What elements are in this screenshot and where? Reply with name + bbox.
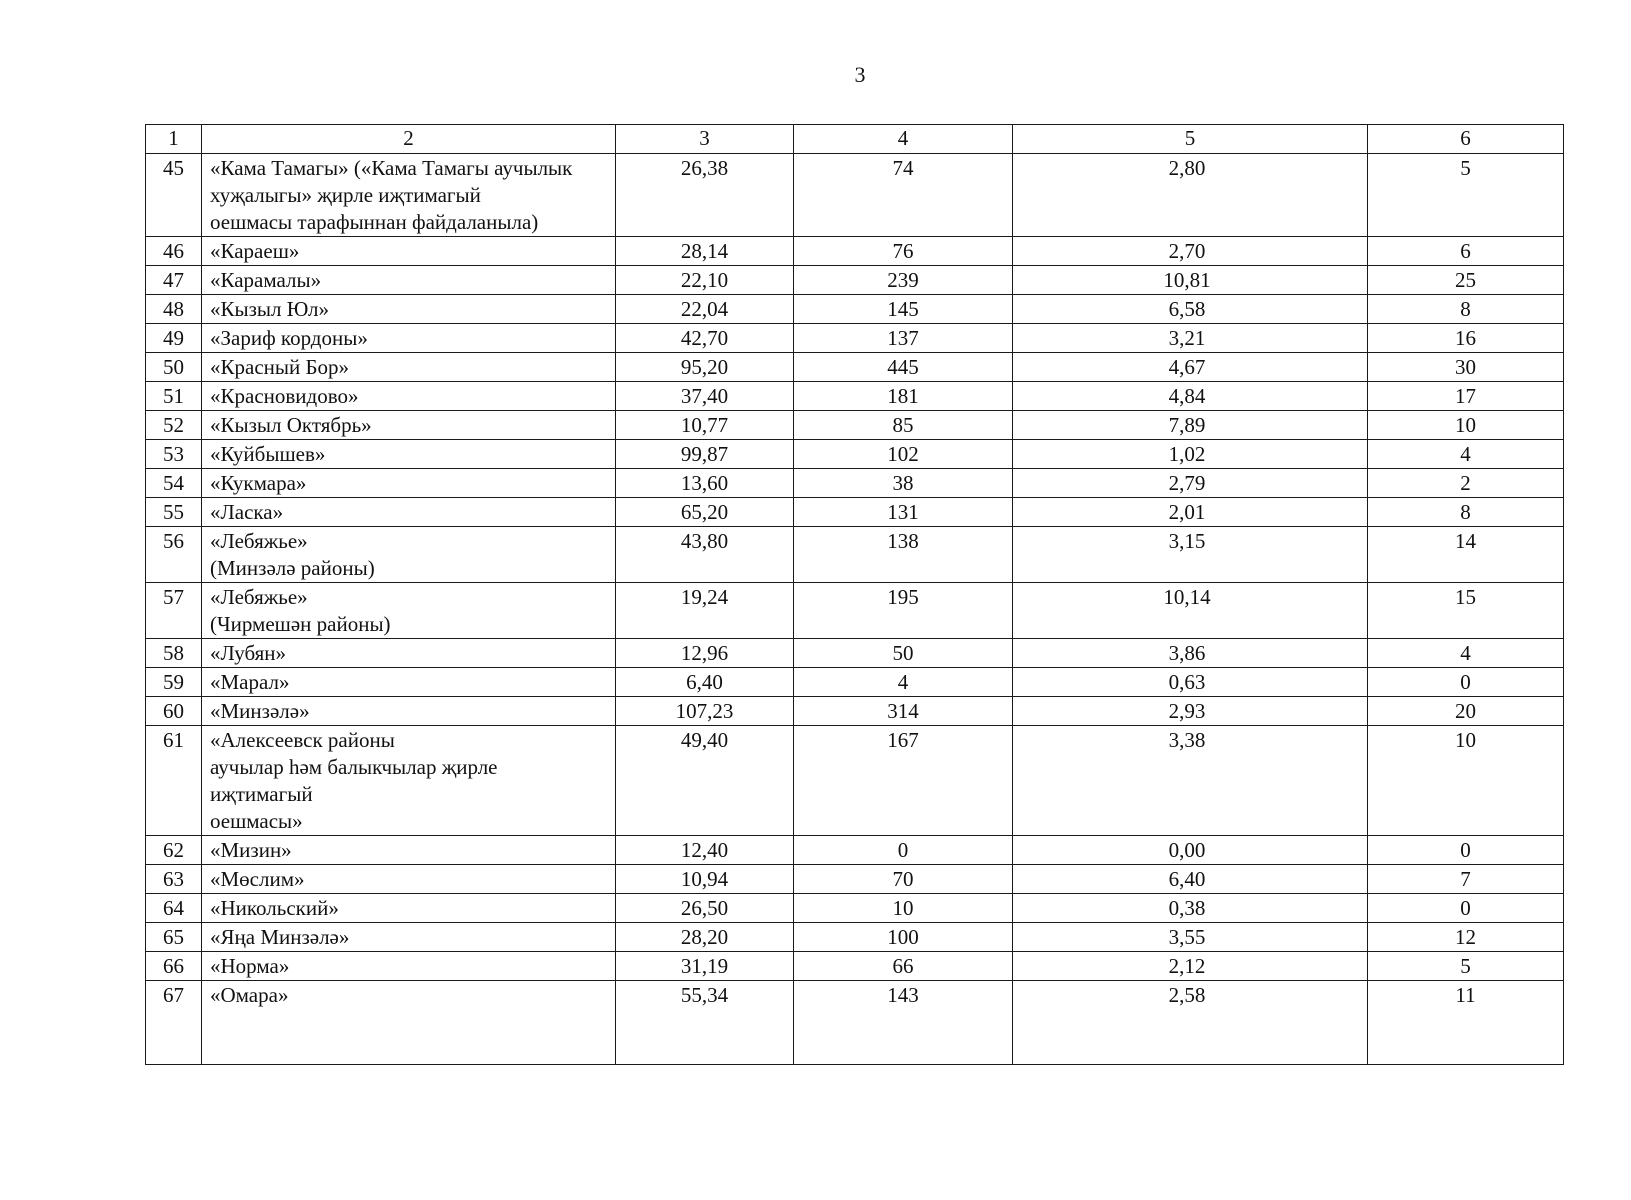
value-cell-c3: 107,23 (616, 697, 794, 726)
name-line: (Чирмешән районы) (210, 612, 391, 636)
value-cell-c5: 0,38 (1013, 894, 1368, 923)
name-cell (202, 527, 616, 583)
row-number-cell: 55 (146, 498, 202, 527)
row-number-cell: 47 (146, 266, 202, 295)
name-line: «Зариф кордоны» (210, 326, 368, 350)
value-cell-c4: 85 (794, 411, 1013, 440)
name-cell (202, 923, 616, 952)
page-number: 3 (854, 62, 866, 87)
table-row (146, 952, 1564, 981)
value-cell-c6: 7 (1368, 865, 1564, 894)
table-row (146, 154, 1564, 237)
value-cell-c5: 2,79 (1013, 469, 1368, 498)
name-line: аучылар һәм балыкчылар җирле (210, 755, 498, 779)
value-cell-c5: 2,58 (1013, 981, 1368, 1065)
table-row (146, 440, 1564, 469)
name-cell (202, 836, 616, 865)
table-row (146, 923, 1564, 952)
table-body (146, 125, 1564, 1065)
table-row (146, 353, 1564, 382)
value-cell-c5: 10,81 (1013, 266, 1368, 295)
name-line: «Красновидово» (210, 384, 359, 408)
row-number-cell: 57 (146, 583, 202, 639)
name-line: «Мизин» (210, 838, 292, 862)
value-cell-c4: 145 (794, 295, 1013, 324)
header-cell: 1 (146, 125, 202, 154)
table-row (146, 382, 1564, 411)
name-line: «Марал» (210, 670, 290, 694)
value-cell-c4: 50 (794, 639, 1013, 668)
value-cell-c4: 239 (794, 266, 1013, 295)
row-number-cell: 45 (146, 154, 202, 237)
value-cell-c4: 131 (794, 498, 1013, 527)
value-cell-c5: 7,89 (1013, 411, 1368, 440)
header-cell: 4 (794, 125, 1013, 154)
name-line: «Карамалы» (210, 268, 322, 292)
value-cell-c3: 42,70 (616, 324, 794, 353)
value-cell-c6: 2 (1368, 469, 1564, 498)
row-number-cell: 46 (146, 237, 202, 266)
value-cell-c4: 76 (794, 237, 1013, 266)
value-cell-c6: 15 (1368, 583, 1564, 639)
value-cell-c3: 43,80 (616, 527, 794, 583)
value-cell-c5: 4,67 (1013, 353, 1368, 382)
value-cell-c5: 1,02 (1013, 440, 1368, 469)
table-row (146, 324, 1564, 353)
name-cell (202, 697, 616, 726)
value-cell-c5: 3,55 (1013, 923, 1368, 952)
value-cell-c3: 49,40 (616, 726, 794, 836)
value-cell-c5: 10,14 (1013, 583, 1368, 639)
row-number-cell: 60 (146, 697, 202, 726)
row-number-cell: 48 (146, 295, 202, 324)
value-cell-c3: 37,40 (616, 382, 794, 411)
value-cell-c4: 102 (794, 440, 1013, 469)
value-cell-c6: 8 (1368, 498, 1564, 527)
value-cell-c6: 4 (1368, 440, 1564, 469)
value-cell-c4: 38 (794, 469, 1013, 498)
value-cell-c5: 4,84 (1013, 382, 1368, 411)
value-cell-c4: 10 (794, 894, 1013, 923)
value-cell-c3: 10,77 (616, 411, 794, 440)
value-cell-c6: 0 (1368, 668, 1564, 697)
value-cell-c6: 4 (1368, 639, 1564, 668)
value-cell-c4: 70 (794, 865, 1013, 894)
value-cell-c3: 22,10 (616, 266, 794, 295)
value-cell-c5: 3,86 (1013, 639, 1368, 668)
value-cell-c3: 28,14 (616, 237, 794, 266)
value-cell-c5: 3,21 (1013, 324, 1368, 353)
value-cell-c6: 12 (1368, 923, 1564, 952)
row-number-cell: 59 (146, 668, 202, 697)
name-line: «Никольский» (210, 896, 339, 920)
name-cell (202, 237, 616, 266)
value-cell-c4: 314 (794, 697, 1013, 726)
table-row (146, 266, 1564, 295)
value-cell-c6: 8 (1368, 295, 1564, 324)
name-cell (202, 498, 616, 527)
name-line: оешмасы» (210, 809, 303, 833)
data-table (145, 124, 1564, 1065)
value-cell-c4: 4 (794, 668, 1013, 697)
name-cell (202, 583, 616, 639)
value-cell-c5: 2,70 (1013, 237, 1368, 266)
row-number-cell: 61 (146, 726, 202, 836)
value-cell-c5: 0,63 (1013, 668, 1368, 697)
name-cell (202, 981, 616, 1065)
name-line: «Яңа Минзәлә» (210, 925, 350, 949)
table-row (146, 583, 1564, 639)
value-cell-c3: 12,96 (616, 639, 794, 668)
name-line: «Кукмара» (210, 471, 307, 495)
name-line: «Алексеевск районы (210, 728, 395, 752)
table-header-row (146, 125, 1564, 154)
row-number-cell: 53 (146, 440, 202, 469)
name-cell (202, 411, 616, 440)
value-cell-c3: 26,38 (616, 154, 794, 237)
value-cell-c6: 14 (1368, 527, 1564, 583)
value-cell-c5: 2,12 (1013, 952, 1368, 981)
name-cell (202, 382, 616, 411)
value-cell-c6: 16 (1368, 324, 1564, 353)
table-row (146, 469, 1564, 498)
name-line: «Норма» (210, 954, 290, 978)
value-cell-c5: 3,38 (1013, 726, 1368, 836)
name-cell (202, 440, 616, 469)
value-cell-c5: 2,80 (1013, 154, 1368, 237)
row-number-cell: 63 (146, 865, 202, 894)
table-row (146, 237, 1564, 266)
value-cell-c4: 143 (794, 981, 1013, 1065)
value-cell-c5: 2,93 (1013, 697, 1368, 726)
value-cell-c4: 66 (794, 952, 1013, 981)
table-row (146, 411, 1564, 440)
name-line: «Ласка» (210, 500, 284, 524)
value-cell-c6: 10 (1368, 726, 1564, 836)
value-cell-c3: 31,19 (616, 952, 794, 981)
row-number-cell: 64 (146, 894, 202, 923)
name-line: «Караеш» (210, 239, 300, 263)
value-cell-c5: 0,00 (1013, 836, 1368, 865)
name-cell (202, 469, 616, 498)
value-cell-c4: 445 (794, 353, 1013, 382)
header-cell: 3 (616, 125, 794, 154)
row-number-cell: 67 (146, 981, 202, 1065)
table-row (146, 498, 1564, 527)
name-line: «Минзәлә» (210, 699, 310, 723)
value-cell-c6: 5 (1368, 154, 1564, 237)
name-cell (202, 865, 616, 894)
header-cell: 6 (1368, 125, 1564, 154)
value-cell-c3: 95,20 (616, 353, 794, 382)
value-cell-c5: 6,58 (1013, 295, 1368, 324)
table-row (146, 527, 1564, 583)
value-cell-c4: 181 (794, 382, 1013, 411)
table-row (146, 726, 1564, 836)
name-cell (202, 324, 616, 353)
value-cell-c5: 6,40 (1013, 865, 1368, 894)
name-cell (202, 639, 616, 668)
name-cell (202, 952, 616, 981)
name-line: «Лебяжье» (210, 585, 308, 609)
row-number-cell: 51 (146, 382, 202, 411)
name-line: «Кызыл Юл» (210, 297, 330, 321)
value-cell-c6: 30 (1368, 353, 1564, 382)
value-cell-c4: 195 (794, 583, 1013, 639)
row-number-cell: 62 (146, 836, 202, 865)
value-cell-c5: 3,15 (1013, 527, 1368, 583)
value-cell-c6: 10 (1368, 411, 1564, 440)
value-cell-c4: 100 (794, 923, 1013, 952)
name-cell (202, 353, 616, 382)
name-cell (202, 726, 616, 836)
name-line: «Лубян» (210, 641, 287, 665)
row-number-cell: 49 (146, 324, 202, 353)
value-cell-c4: 137 (794, 324, 1013, 353)
name-line: «Мөслим» (210, 867, 305, 891)
row-number-cell: 66 (146, 952, 202, 981)
value-cell-c6: 0 (1368, 894, 1564, 923)
value-cell-c6: 20 (1368, 697, 1564, 726)
value-cell-c3: 13,60 (616, 469, 794, 498)
name-line: (Минзәлә районы) (210, 556, 375, 580)
header-cell: 2 (202, 125, 616, 154)
row-number-cell: 56 (146, 527, 202, 583)
name-cell (202, 668, 616, 697)
table-row (146, 894, 1564, 923)
value-cell-c5: 2,01 (1013, 498, 1368, 527)
value-cell-c3: 6,40 (616, 668, 794, 697)
value-cell-c3: 65,20 (616, 498, 794, 527)
name-line: «Куйбышев» (210, 442, 326, 466)
name-cell (202, 266, 616, 295)
value-cell-c4: 167 (794, 726, 1013, 836)
name-line: «Лебяжье» (210, 529, 308, 553)
table-row (146, 836, 1564, 865)
row-number-cell: 54 (146, 469, 202, 498)
row-number-cell: 52 (146, 411, 202, 440)
header-cell: 5 (1013, 125, 1368, 154)
table-row (146, 639, 1564, 668)
table-row (146, 295, 1564, 324)
name-line: хуҗалыгы» җирле иҗтимагый (210, 183, 481, 207)
value-cell-c3: 55,34 (616, 981, 794, 1065)
row-number-cell: 50 (146, 353, 202, 382)
name-line: «Кызыл Октябрь» (210, 413, 372, 437)
value-cell-c6: 5 (1368, 952, 1564, 981)
value-cell-c3: 19,24 (616, 583, 794, 639)
value-cell-c6: 11 (1368, 981, 1564, 1065)
value-cell-c6: 17 (1368, 382, 1564, 411)
value-cell-c6: 25 (1368, 266, 1564, 295)
value-cell-c3: 10,94 (616, 865, 794, 894)
name-cell (202, 295, 616, 324)
value-cell-c3: 22,04 (616, 295, 794, 324)
row-number-cell: 58 (146, 639, 202, 668)
value-cell-c3: 99,87 (616, 440, 794, 469)
table-row (146, 981, 1564, 1065)
value-cell-c6: 6 (1368, 237, 1564, 266)
name-cell (202, 894, 616, 923)
name-cell (202, 154, 616, 237)
table-row (146, 668, 1564, 697)
value-cell-c4: 0 (794, 836, 1013, 865)
value-cell-c3: 12,40 (616, 836, 794, 865)
table-row (146, 697, 1564, 726)
value-cell-c4: 74 (794, 154, 1013, 237)
table-row (146, 865, 1564, 894)
name-line: «Омара» (210, 983, 289, 1007)
row-number-cell: 65 (146, 923, 202, 952)
name-line: «Кама Тамагы» («Кама Тамагы аучылык (210, 156, 573, 180)
name-line: оешмасы тарафыннан файдаланыла) (210, 210, 539, 234)
value-cell-c3: 26,50 (616, 894, 794, 923)
value-cell-c4: 138 (794, 527, 1013, 583)
value-cell-c3: 28,20 (616, 923, 794, 952)
value-cell-c6: 0 (1368, 836, 1564, 865)
name-line: «Красный Бор» (210, 355, 350, 379)
name-line: иҗтимагый (210, 782, 313, 806)
